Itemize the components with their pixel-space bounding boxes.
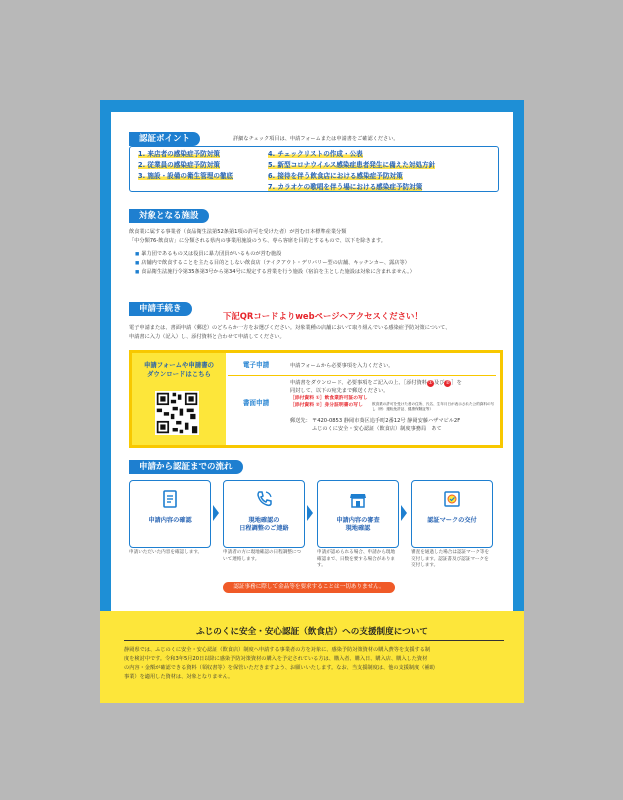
point-2: 2. 従業員の感染症予防対策 xyxy=(138,161,220,169)
certificate-icon xyxy=(442,489,462,509)
points-box xyxy=(129,146,499,192)
support-line-2: 度を検討中です。令和3年5月20日以降に感染予防対策資材の購入を予定されている方は、購入者、購入日、購入店、購入した資材 xyxy=(124,656,428,662)
section-title-application: 申請手続き xyxy=(129,302,192,316)
attachment-1: ［添付資料 ①］飲食業許可証の写し xyxy=(290,396,368,401)
electronic-label: 電子申請 xyxy=(242,361,270,369)
download-panel xyxy=(132,353,226,445)
paper-line-1: 申請書をダウンロード、必要事項をご記入の上、［添付資料①及び②］を xyxy=(290,380,462,386)
support-line-3: の内容・金額が確認できる資料（領収書等）を保管いただきますよう、お願いいたします。なお、当支援制度は、他の支援制度（補助 xyxy=(124,665,435,671)
target-line-2: 「中分類76-飲食店」に分類される県内の事業用施設のうち、専ら客席を目的とするもので、以下を除きます。 xyxy=(129,238,386,244)
mail-address-line-1: 〒420-0853 静岡市葵区追手町2番12号 静岡安藤ハザマビル2F xyxy=(312,418,461,424)
flow-step-2-desc: 申請者の方に現地確認の日程調整について連絡します。 xyxy=(223,550,302,562)
exclusion-1: ■ 暴力団であるもの又は役員に暴力団員がいるものが営む施設 xyxy=(135,250,281,259)
point-5: 5. 新型コロナウイルス感染症患者発生に備えた対処方針 xyxy=(268,161,436,169)
download-header: 申請フォームや申請書の ダウンロードはこちら xyxy=(144,361,214,378)
point-1: 1. 来店者の感染症予防対策 xyxy=(138,150,220,158)
phone-icon xyxy=(254,489,274,509)
target-line-1: 飲食業に属する事業者（食品衛生法第52条第1項の許可を受けた者）が営む日本標準産業分類 xyxy=(129,229,347,235)
flow-arrow-icon xyxy=(401,505,407,521)
section-title-flow: 申請から認証までの流れ xyxy=(129,460,243,474)
flow-step-1-label: 申請内容の確認 xyxy=(148,517,192,524)
mail-address-label: 郵送先： xyxy=(290,418,311,424)
flow-step-1-desc: 申請いただいた内容を確認します。 xyxy=(129,550,203,555)
point-3: 3. 施設・設備の衛生管理の徹底 xyxy=(138,172,234,180)
flow-step-2-label: 現地確認の 日程調整のご連絡 xyxy=(239,517,289,532)
point-6: 6. 接待を伴う飲食店における感染症予防対策 xyxy=(268,172,403,180)
flow-step-3 xyxy=(317,480,399,548)
flow-step-2 xyxy=(223,480,305,548)
flow-step-3-label: 申請内容の審査 現地確認 xyxy=(336,517,380,532)
section-title-target: 対象となる施設 xyxy=(129,209,209,223)
points-note: 詳細なチェック項目は、申請フォームまたは申請書をご確認ください。 xyxy=(233,136,399,142)
application-line-2: 申請書に入力（記入）し、添付資料と合わせて申請してください。 xyxy=(129,334,285,340)
paper-line-2: 同封して、以下の宛先まで郵送ください。 xyxy=(290,388,389,394)
storefront-icon xyxy=(348,489,368,509)
warning-pill: 認証事務に際して金品等を要求することは一切ありません。 xyxy=(223,582,395,593)
section-title-points: 認証ポイント xyxy=(129,132,200,146)
exclusion-3: ■ 食品衛生法施行令第35条第3号から第34号に規定する営業を行う施設（宿泊を主とした施設は対象に含まれません。） xyxy=(135,268,415,277)
flow-step-4-desc: 審査を通過した場合は認証マーク等を交付します。認証書及び認証マークを交付します。 xyxy=(411,550,490,568)
attachment-2: ［添付資料 ②］身分証明書の写し xyxy=(290,403,363,408)
paper-label: 書面申請 xyxy=(242,399,270,407)
support-divider xyxy=(124,640,504,641)
document-icon xyxy=(160,489,180,509)
flow-step-4 xyxy=(411,480,493,548)
flow-step-4-label: 認証マークの交付 xyxy=(427,517,477,524)
point-4: 4. チェックリストの作成・公表 xyxy=(268,150,363,158)
flow-step-1 xyxy=(129,480,211,548)
application-box xyxy=(129,350,503,448)
electronic-text: 申請フォームから必要事項を入力ください。 xyxy=(290,363,394,369)
flyer-sheet xyxy=(100,100,524,703)
content-panel xyxy=(111,112,513,614)
point-7: 7. カラオケの歌唱を伴う場における感染症予防対策 xyxy=(268,183,423,191)
flow-step-3-desc: 申請が認められる場合、申請から現地確認まで、日数を要する場合があります。 xyxy=(317,550,396,568)
support-title: ふじのくに安全・安心認証（飲食店）への支援制度について xyxy=(196,627,428,637)
exclusion-2: ■ 店舗内で飲食することを主たる目的としない飲食店（テイクアウト・デリバリー型の店舗、キッチンカー、露店等） xyxy=(135,259,410,268)
application-line-1: 電子申請または、書面申請（郵送）のどちらか一方をお選びください。対象業種の店舗において取り組んでいる感染症予防対策について、 xyxy=(129,325,451,331)
flow-arrow-icon xyxy=(307,505,313,521)
support-line-4: 事業）を適用した資材は、対象となりません。 xyxy=(124,674,234,680)
qr-notice: 下記QRコードよりwebページへアクセスください！ xyxy=(223,311,423,321)
flow-arrow-icon xyxy=(213,505,219,521)
attachment-note: 飲食業の許可を受けた者の住所、氏名、生年月日が表示された公的資料の写し（例：運転免許証、健康保険証等） xyxy=(372,402,495,411)
support-line-1: 静岡県では、ふじのくに安全・安心認証（飲食店）制度へ申請する事業者の方を対象に、感染予防対策資材の購入費等を支援する制 xyxy=(124,647,431,653)
row-divider xyxy=(228,375,496,376)
qr-code-icon[interactable] xyxy=(155,391,199,435)
mail-address-line-2: ふじのくに安全・安心認証（飲食店）制度事務局 あて xyxy=(312,426,442,432)
